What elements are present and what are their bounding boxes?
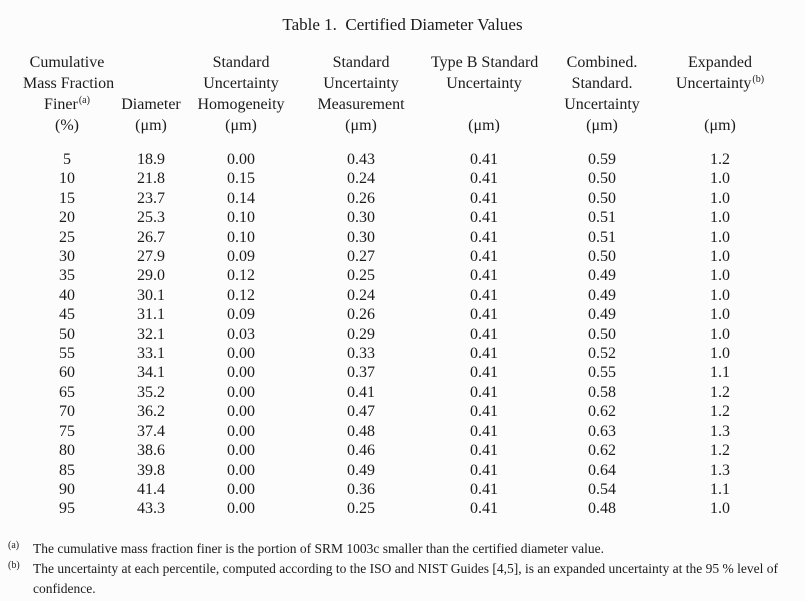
cell-uncertainty-measurement: 0.26: [347, 189, 375, 207]
table-row: [23, 383, 773, 402]
cell-diameter: 36.2: [137, 403, 165, 421]
cell-mass-fraction-percent: 70: [59, 403, 75, 421]
header-unit: (μm): [586, 117, 618, 134]
cell-combined-uncertainty: 0.55: [588, 364, 616, 382]
cell-type-b-uncertainty: 0.41: [470, 248, 498, 266]
cell-expanded-uncertainty: 1.3: [710, 461, 730, 479]
cell-uncertainty-homogeneity: 0.00: [227, 383, 255, 401]
cell-expanded-uncertainty: 1.2: [710, 442, 730, 460]
cell-combined-uncertainty: 0.54: [588, 480, 616, 498]
header-line: [111, 73, 191, 94]
cell-mass-fraction-percent: 95: [59, 500, 75, 518]
cell-uncertainty-homogeneity: 0.00: [227, 345, 255, 363]
cell-uncertainty-homogeneity: 0.00: [227, 461, 255, 479]
cell-combined-uncertainty: 0.59: [588, 151, 616, 168]
table-row: [23, 189, 773, 208]
header-line: Homogeneity: [197, 96, 285, 113]
footnote-b: [0, 559, 805, 599]
cell-uncertainty-measurement: 0.30: [347, 209, 375, 227]
table-row: [23, 305, 773, 324]
cell-combined-uncertainty: 0.62: [588, 403, 616, 421]
cell-uncertainty-homogeneity: 0.00: [227, 364, 255, 382]
header-line-text: Finer: [44, 96, 78, 113]
cell-expanded-uncertainty: 1.0: [710, 306, 730, 324]
cell-uncertainty-homogeneity: 0.00: [227, 480, 255, 498]
cell-expanded-uncertainty: 1.0: [710, 286, 730, 304]
cell-uncertainty-homogeneity: 0.15: [227, 170, 255, 188]
cell-expanded-uncertainty: 1.0: [710, 248, 730, 266]
cell-expanded-uncertainty: 1.1: [710, 364, 730, 382]
header-line-text: Uncertainty: [675, 75, 752, 92]
header-unit: (μm): [704, 117, 736, 134]
cell-expanded-uncertainty: 1.2: [710, 383, 730, 401]
table-header: [23, 52, 773, 150]
header-line: Measurement: [317, 96, 405, 113]
header-line: Standard.: [571, 75, 633, 92]
cell-mass-fraction-percent: 65: [59, 383, 75, 401]
col-header-cumulative-mass-fraction-finer: [23, 52, 115, 150]
footnote-a: [0, 539, 805, 559]
cell-expanded-uncertainty: 1.0: [710, 189, 730, 207]
cell-diameter: 21.8: [137, 170, 165, 188]
footnote-a-marker: (a): [8, 539, 20, 551]
cell-type-b-uncertainty: 0.41: [470, 151, 498, 168]
cell-type-b-uncertainty: 0.41: [470, 325, 498, 343]
table-row: [23, 344, 773, 363]
header-line: [667, 73, 773, 94]
cell-combined-uncertainty: 0.62: [588, 442, 616, 460]
table-row: [23, 441, 773, 460]
cell-mass-fraction-percent: 10: [59, 170, 75, 188]
cell-type-b-uncertainty: 0.41: [470, 267, 498, 285]
cell-uncertainty-measurement: 0.41: [347, 383, 375, 401]
cell-combined-uncertainty: 0.51: [588, 228, 616, 246]
cell-combined-uncertainty: 0.64: [588, 461, 616, 479]
cell-expanded-uncertainty: 1.0: [710, 325, 730, 343]
header-line: [667, 94, 773, 115]
cell-mass-fraction-percent: 80: [59, 442, 75, 460]
header-line: Mass Fraction: [23, 75, 115, 92]
header-unit: (μm): [135, 117, 167, 134]
table-row: [23, 286, 773, 305]
header-line: Type B Standard: [431, 54, 539, 71]
cell-type-b-uncertainty: 0.41: [470, 170, 498, 188]
footnote-b-marker: (b): [8, 559, 20, 571]
cell-diameter: 25.3: [137, 209, 165, 227]
table-row: [23, 247, 773, 266]
cell-mass-fraction-percent: 25: [59, 228, 75, 246]
cell-mass-fraction-percent: 60: [59, 364, 75, 382]
footnote-a-text: The cumulative mass fraction finer is the portion of SRM 1003c smaller than the certified diameter value.: [33, 540, 604, 556]
cell-uncertainty-measurement: 0.33: [347, 345, 375, 363]
cell-type-b-uncertainty: 0.41: [470, 189, 498, 207]
header-row: [23, 52, 773, 150]
header-unit: (μm): [345, 117, 377, 134]
cell-combined-uncertainty: 0.50: [588, 248, 616, 266]
cell-combined-uncertainty: 0.49: [588, 286, 616, 304]
cell-diameter: 33.1: [137, 345, 165, 363]
header-line: [23, 94, 111, 115]
cell-uncertainty-homogeneity: 0.10: [227, 228, 255, 246]
cell-expanded-uncertainty: 1.0: [710, 228, 730, 246]
cell-uncertainty-homogeneity: 0.09: [227, 306, 255, 324]
cell-mass-fraction-percent: 35: [59, 267, 75, 285]
cell-uncertainty-homogeneity: 0.14: [227, 189, 255, 207]
table-row: [23, 208, 773, 227]
cell-uncertainty-homogeneity: 0.10: [227, 209, 255, 227]
cell-expanded-uncertainty: 1.2: [710, 403, 730, 421]
cell-type-b-uncertainty: 0.41: [470, 306, 498, 324]
cell-uncertainty-measurement: 0.47: [347, 403, 375, 421]
col-header-expanded-uncertainty: [667, 52, 773, 150]
cell-uncertainty-measurement: 0.24: [347, 170, 375, 188]
col-header-diameter: [111, 52, 191, 150]
cell-type-b-uncertainty: 0.41: [470, 286, 498, 304]
cell-mass-fraction-percent: 15: [59, 189, 75, 207]
cell-mass-fraction-percent: 30: [59, 248, 75, 266]
cell-uncertainty-homogeneity: 0.12: [227, 267, 255, 285]
cell-type-b-uncertainty: 0.41: [470, 480, 498, 498]
cell-combined-uncertainty: 0.50: [588, 189, 616, 207]
header-line: Uncertainty: [564, 96, 640, 113]
cell-type-b-uncertainty: 0.41: [470, 364, 498, 382]
header-line: Uncertainty: [323, 75, 399, 92]
cell-type-b-uncertainty: 0.41: [470, 383, 498, 401]
footnote-b-text: The uncertainty at each percentile, computed according to the ISO and NIST Guides [4,5], is an expanded uncertainty at the 95 % level of confidence.: [33, 560, 778, 596]
cell-combined-uncertainty: 0.63: [588, 422, 616, 440]
cell-uncertainty-measurement: 0.25: [347, 267, 375, 285]
cell-combined-uncertainty: 0.58: [588, 383, 616, 401]
cell-type-b-uncertainty: 0.41: [470, 228, 498, 246]
cell-expanded-uncertainty: 1.0: [710, 209, 730, 227]
cell-diameter: 18.9: [137, 151, 165, 168]
cell-type-b-uncertainty: 0.41: [470, 422, 498, 440]
cell-mass-fraction-percent: 40: [59, 286, 75, 304]
cell-uncertainty-homogeneity: 0.00: [227, 403, 255, 421]
cell-diameter: 38.6: [137, 442, 165, 460]
cell-diameter: 37.4: [137, 422, 165, 440]
cell-expanded-uncertainty: 1.0: [710, 267, 730, 285]
cell-diameter: 39.8: [137, 461, 165, 479]
col-header-standard-uncertainty-measurement: [291, 52, 431, 150]
cell-mass-fraction-percent: 90: [59, 480, 75, 498]
table-row: [23, 150, 773, 169]
cell-diameter: 32.1: [137, 325, 165, 343]
footnotes: [0, 539, 805, 599]
cell-diameter: 23.7: [137, 189, 165, 207]
cell-type-b-uncertainty: 0.41: [470, 403, 498, 421]
cell-uncertainty-measurement: 0.48: [347, 422, 375, 440]
table-row: [23, 480, 773, 499]
header-unit: (μm): [225, 117, 257, 134]
table-row: [23, 228, 773, 247]
cell-uncertainty-measurement: 0.37: [347, 364, 375, 382]
cell-uncertainty-measurement: 0.30: [347, 228, 375, 246]
cell-uncertainty-homogeneity: 0.12: [227, 286, 255, 304]
table-row: [23, 325, 773, 344]
cell-uncertainty-measurement: 0.43: [347, 151, 375, 168]
cell-type-b-uncertainty: 0.41: [470, 209, 498, 227]
table-row: [23, 499, 773, 518]
cell-diameter: 41.4: [137, 480, 165, 498]
cell-combined-uncertainty: 0.50: [588, 170, 616, 188]
cell-diameter: 34.1: [137, 364, 165, 382]
cell-uncertainty-homogeneity: 0.00: [227, 422, 255, 440]
header-unit: (μm): [468, 117, 500, 134]
certified-diameter-table: [23, 52, 773, 519]
cell-combined-uncertainty: 0.49: [588, 306, 616, 324]
col-header-type-b-standard-uncertainty: [431, 52, 537, 150]
table-row: [23, 461, 773, 480]
table-row: [23, 422, 773, 441]
header-line: Diameter: [121, 96, 181, 113]
table-row: [23, 169, 773, 188]
table-row: [23, 363, 773, 382]
cell-uncertainty-measurement: 0.36: [347, 480, 375, 498]
cell-uncertainty-measurement: 0.46: [347, 442, 375, 460]
table-body: [23, 150, 773, 519]
header-unit: (%): [55, 117, 79, 134]
header-line: [431, 94, 537, 115]
header-line: Combined.: [566, 54, 638, 71]
header-line: Cumulative: [29, 54, 105, 71]
cell-expanded-uncertainty: 1.1: [710, 480, 730, 498]
cell-expanded-uncertainty: 1.0: [710, 170, 730, 188]
header-line: Uncertainty: [203, 75, 279, 92]
cell-mass-fraction-percent: 55: [59, 345, 75, 363]
cell-mass-fraction-percent: 50: [59, 325, 75, 343]
cell-uncertainty-measurement: 0.29: [347, 325, 375, 343]
table-row: [23, 402, 773, 421]
cell-uncertainty-homogeneity: 0.00: [227, 151, 255, 168]
header-line: Standard: [332, 54, 390, 71]
cell-mass-fraction-percent: 5: [63, 151, 71, 168]
table-title: Table 1. Certified Diameter Values: [282, 15, 523, 34]
col-header-standard-uncertainty-homogeneity: [191, 52, 291, 150]
cell-diameter: 31.1: [137, 306, 165, 324]
cell-type-b-uncertainty: 0.41: [470, 500, 498, 518]
cell-combined-uncertainty: 0.52: [588, 345, 616, 363]
header-line: Expanded: [688, 54, 752, 71]
cell-expanded-uncertainty: 1.2: [710, 151, 730, 168]
header-line: [111, 52, 191, 73]
cell-uncertainty-measurement: 0.49: [347, 461, 375, 479]
cell-diameter: 26.7: [137, 228, 165, 246]
cell-diameter: 35.2: [137, 383, 165, 401]
cell-mass-fraction-percent: 45: [59, 306, 75, 324]
cell-combined-uncertainty: 0.49: [588, 267, 616, 285]
cell-uncertainty-homogeneity: 0.00: [227, 442, 255, 460]
cell-expanded-uncertainty: 1.0: [710, 345, 730, 363]
cell-uncertainty-measurement: 0.26: [347, 306, 375, 324]
cell-uncertainty-measurement: 0.27: [347, 248, 375, 266]
cell-diameter: 29.0: [137, 267, 165, 285]
cell-uncertainty-homogeneity: 0.00: [227, 500, 255, 518]
footnote-ref-b: (b): [752, 73, 765, 85]
cell-uncertainty-homogeneity: 0.09: [227, 248, 255, 266]
header-line: Uncertainty: [446, 75, 522, 92]
cell-mass-fraction-percent: 85: [59, 461, 75, 479]
cell-diameter: 30.1: [137, 286, 165, 304]
cell-combined-uncertainty: 0.50: [588, 325, 616, 343]
footnote-ref-a: (a): [78, 94, 90, 106]
col-header-combined-standard-uncertainty: [537, 52, 667, 150]
cell-mass-fraction-percent: 75: [59, 422, 75, 440]
cell-expanded-uncertainty: 1.3: [710, 422, 730, 440]
header-line: Standard: [212, 54, 270, 71]
cell-uncertainty-measurement: 0.25: [347, 500, 375, 518]
cell-uncertainty-measurement: 0.24: [347, 286, 375, 304]
cell-combined-uncertainty: 0.51: [588, 209, 616, 227]
cell-diameter: 43.3: [137, 500, 165, 518]
cell-expanded-uncertainty: 1.0: [710, 500, 730, 518]
cell-diameter: 27.9: [137, 248, 165, 266]
cell-type-b-uncertainty: 0.41: [470, 442, 498, 460]
cell-type-b-uncertainty: 0.41: [470, 461, 498, 479]
cell-type-b-uncertainty: 0.41: [470, 345, 498, 363]
cell-mass-fraction-percent: 20: [59, 209, 75, 227]
cell-combined-uncertainty: 0.48: [588, 500, 616, 518]
cell-uncertainty-homogeneity: 0.03: [227, 325, 255, 343]
table-row: [23, 266, 773, 285]
